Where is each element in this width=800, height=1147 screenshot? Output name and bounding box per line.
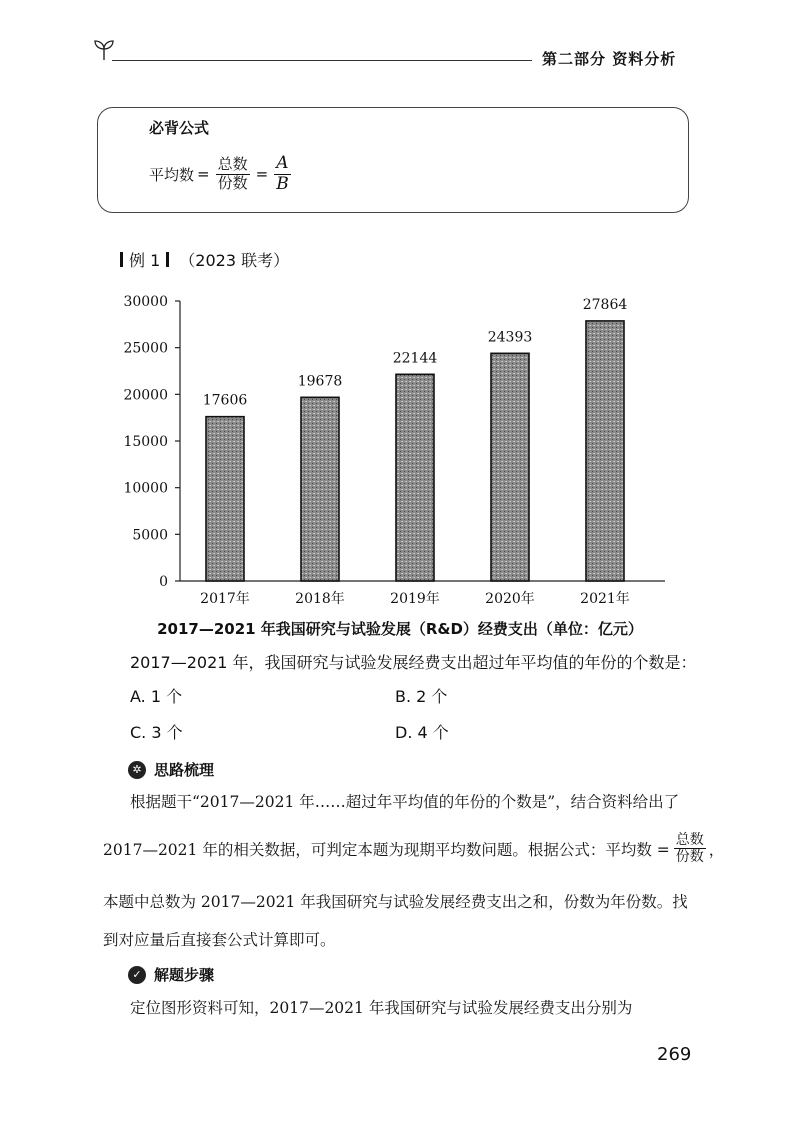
formula-eq-1: = xyxy=(197,165,210,183)
analysis-title: 思路梳理 xyxy=(154,761,215,779)
example-bracket-right xyxy=(166,252,169,267)
y-tick-label: 25000 xyxy=(123,340,168,357)
average-formula xyxy=(149,152,294,196)
formula-denominator-b: B xyxy=(276,173,289,194)
data-label: 24393 xyxy=(487,329,533,346)
solution-line-1: 定位图形资料可知，2017—2021 年我国研究与试验发展经费支出分别为 xyxy=(130,999,633,1017)
bar-2021年 xyxy=(586,321,624,581)
analysis-line-4: 到对应量后直接套公式计算即可。 xyxy=(103,931,336,949)
y-tick-label: 0 xyxy=(159,574,168,590)
bar-2018年 xyxy=(301,397,339,581)
data-label: 17606 xyxy=(202,392,248,409)
formula-fraction-words xyxy=(216,156,250,192)
analysis-line-2-tail: ， xyxy=(708,840,725,859)
y-tick-label: 15000 xyxy=(123,434,168,450)
formula-numerator-total: 总数 xyxy=(217,155,248,174)
example-bracket-left xyxy=(120,252,123,267)
bar-2017年 xyxy=(206,417,244,581)
data-label: 19678 xyxy=(297,373,343,390)
analysis-fraction-numerator: 总数 xyxy=(675,832,704,848)
example-number: 例 1 xyxy=(129,251,161,270)
x-tick-label: 2018年 xyxy=(295,591,345,607)
formula-lhs: 平均数 xyxy=(149,165,195,184)
y-tick-label: 20000 xyxy=(123,387,168,404)
solution-title: 解题步骤 xyxy=(154,966,215,984)
solution-heading xyxy=(128,964,214,985)
formula-numerator-a: A xyxy=(276,152,289,173)
formula-denominator-parts: 份数 xyxy=(217,173,248,192)
analysis-line-2-text: 2017—2021 年的相关数据，可判定本题为现期平均数问题。根据公式：平均数 = xyxy=(103,840,670,859)
gear-icon: ✲ xyxy=(128,761,146,779)
y-tick-label: 30000 xyxy=(123,294,168,310)
example-label xyxy=(120,248,289,271)
bar-2019年 xyxy=(396,374,434,581)
analysis-line-3: 本题中总数为 2017—2021 年我国研究与试验发展经费支出之和，份数为年份数。找 xyxy=(103,893,688,911)
analysis-line-1: 根据题干“2017—2021 年……超过年平均值的年份的个数是”，结合资料给出了 xyxy=(130,793,680,811)
y-tick-label: 5000 xyxy=(132,527,168,544)
header-section-title: 第二部分 资料分析 xyxy=(542,50,677,68)
x-tick-label: 2020年 xyxy=(485,591,535,607)
analysis-inline-fraction xyxy=(674,832,706,865)
analysis-heading xyxy=(128,759,214,780)
x-tick-label: 2021年 xyxy=(580,591,630,607)
x-tick-label: 2019年 xyxy=(390,591,440,607)
question-stem: 2017—2021 年，我国研究与试验发展经费支出超过年平均值的年份的个数是： xyxy=(130,653,697,672)
check-icon: ✓ xyxy=(128,966,146,984)
formula-eq-2: = xyxy=(255,165,269,183)
example-source: （2023 联考） xyxy=(179,251,290,270)
data-label: 27864 xyxy=(582,296,628,313)
formula-box-title: 必背公式 xyxy=(149,119,210,137)
y-tick-label: 10000 xyxy=(123,480,168,497)
analysis-line-2 xyxy=(103,832,724,865)
option-c[interactable]: C. 3 个 xyxy=(130,723,183,742)
option-d[interactable]: D. 4 个 xyxy=(395,723,449,742)
bar-chart xyxy=(110,285,670,615)
option-b[interactable]: B. 2 个 xyxy=(395,687,448,706)
sprout-icon xyxy=(92,38,116,62)
bar-2020年 xyxy=(491,353,529,581)
formula-fraction-letters xyxy=(274,154,291,194)
page-number: 269 xyxy=(657,1044,692,1065)
option-a[interactable]: A. 1 个 xyxy=(130,687,183,706)
analysis-fraction-denominator: 份数 xyxy=(675,849,704,866)
data-label: 22144 xyxy=(392,350,438,367)
x-tick-label: 2017年 xyxy=(200,591,250,607)
chart-title: 2017—2021 年我国研究与试验发展（R&D）经费支出（单位：亿元） xyxy=(157,620,643,638)
header-rule xyxy=(112,60,532,61)
